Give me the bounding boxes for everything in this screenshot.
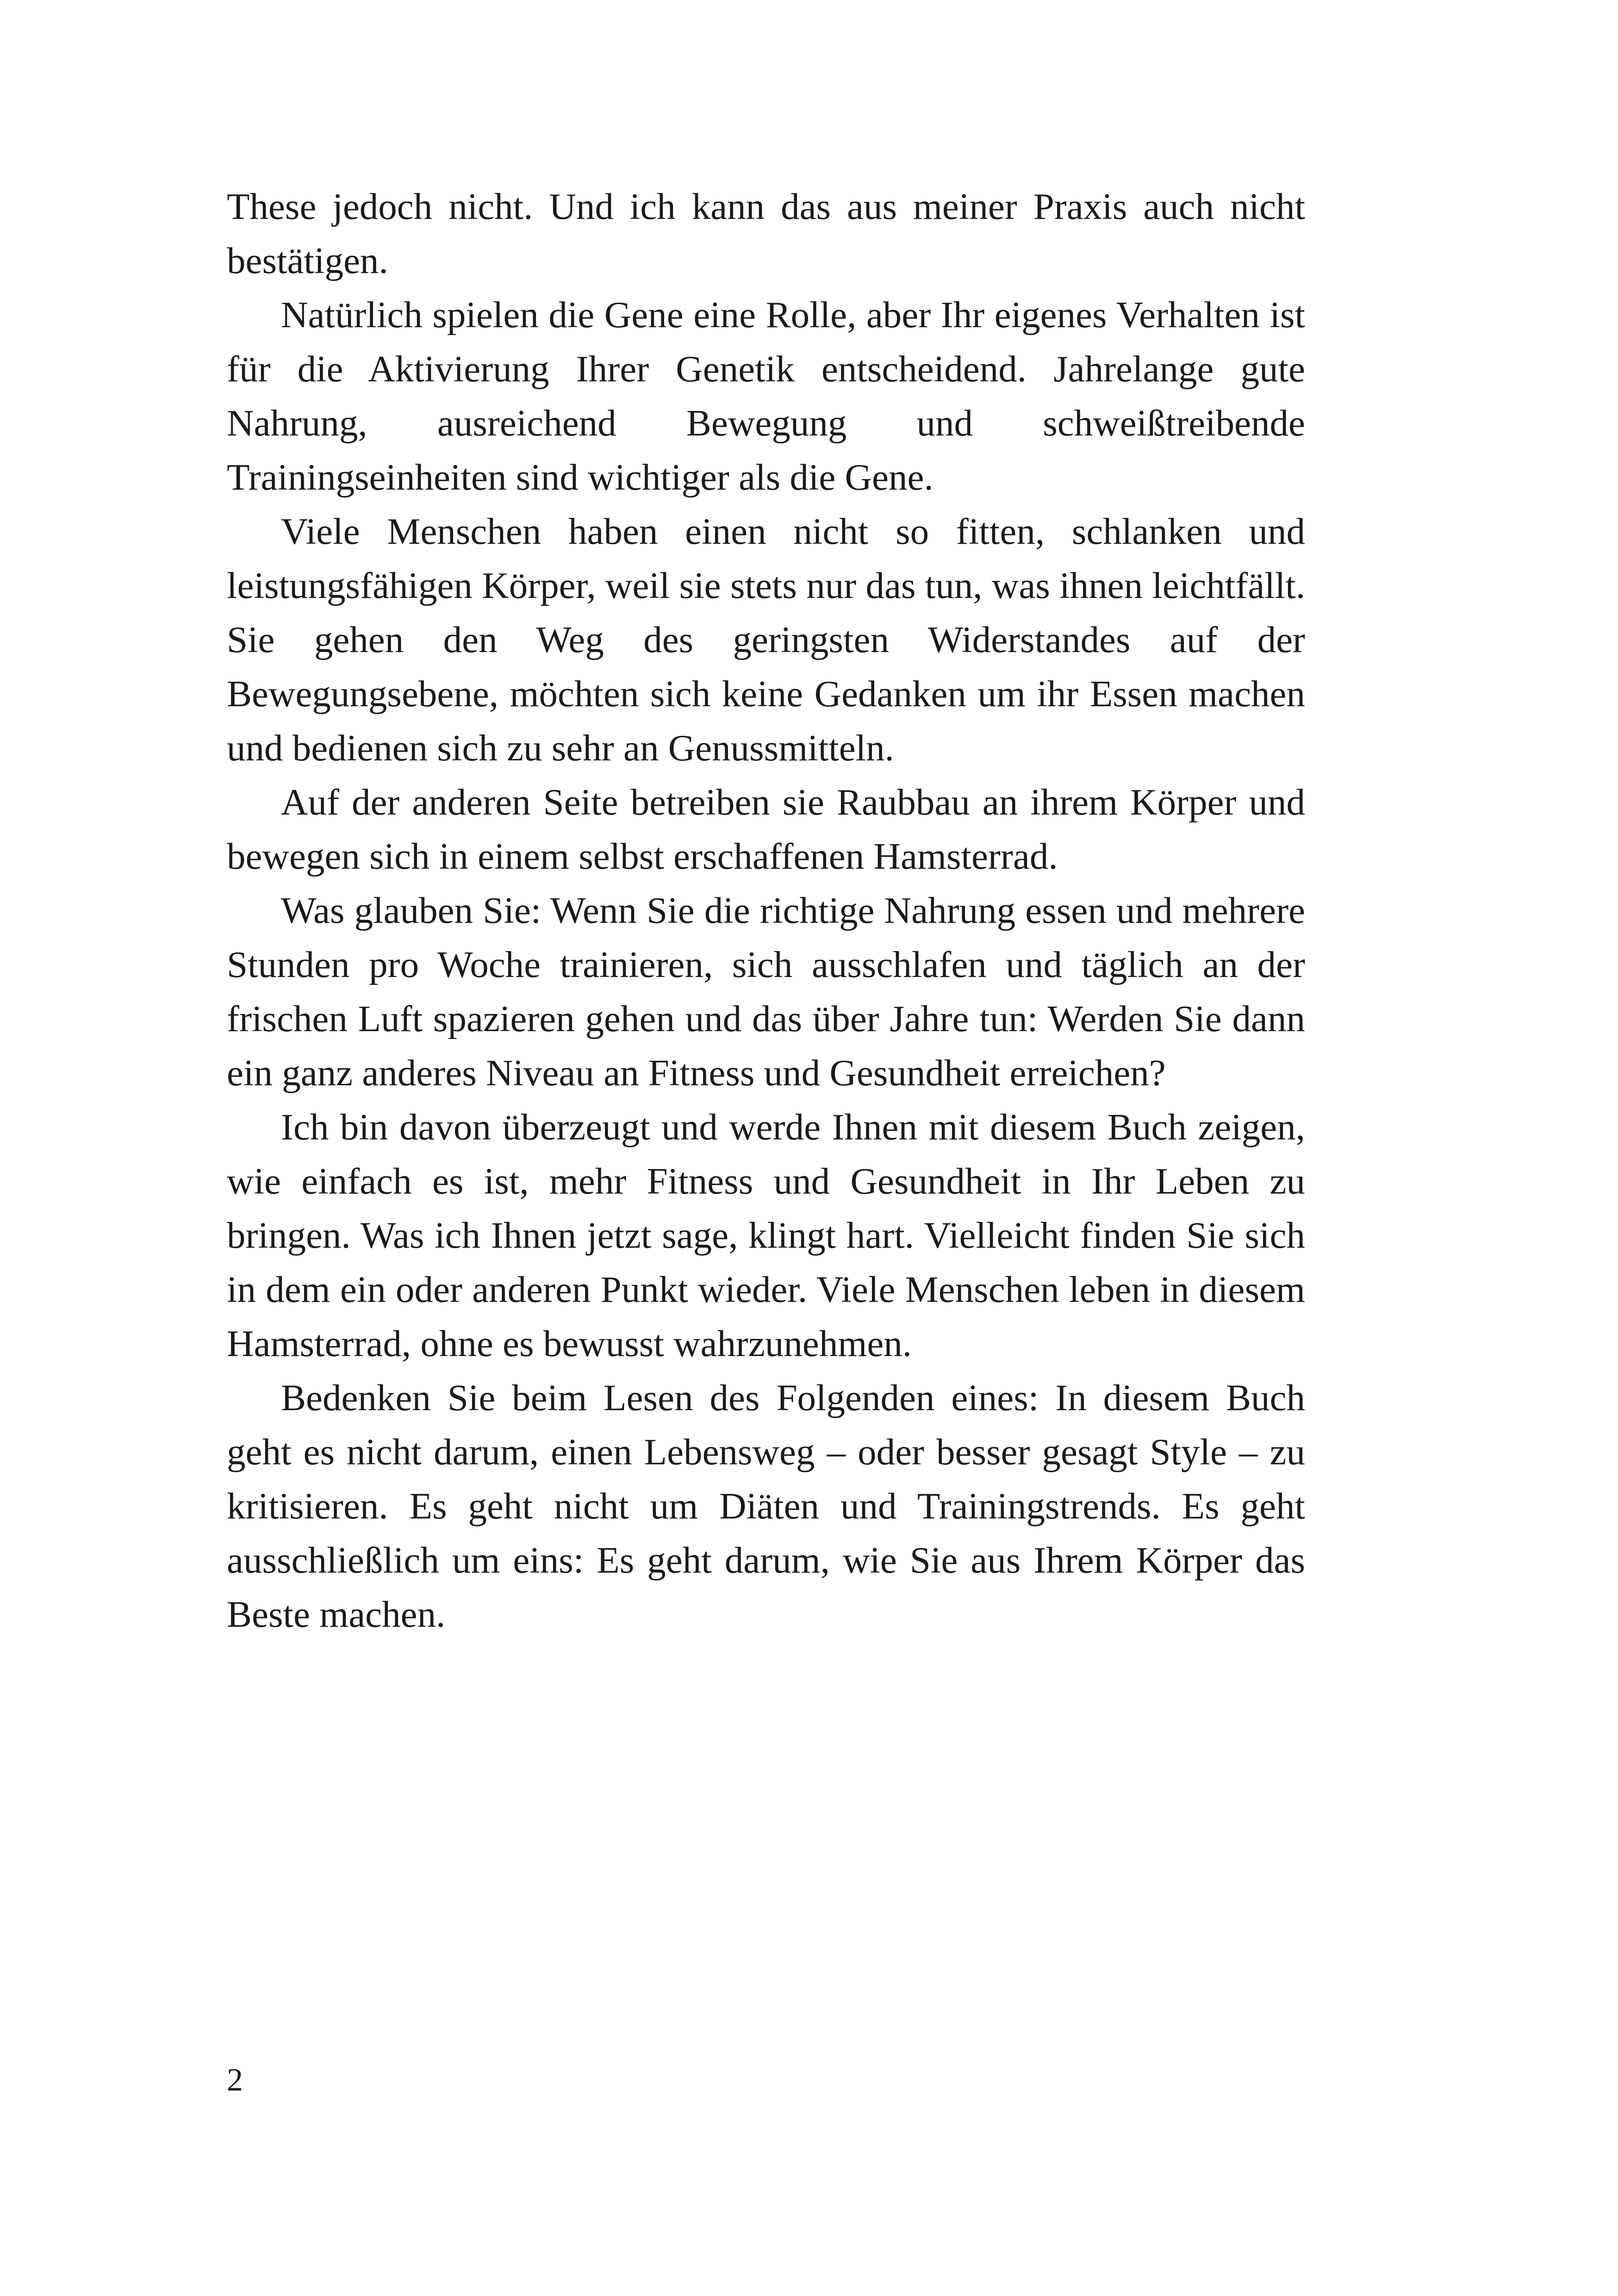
paragraph-2: Natürlich spielen die Gene eine Rolle, aber Ihr eigenes Verhalten ist für die Aktivierung Ihrer Genetik entscheidend. Jahrelange gute Nahrung, ausreichend Bewegung und schweißtreibende Trainingseinheiten sind wichtiger als die Gene.: [227, 294, 1305, 498]
paragraph-7: Bedenken Sie beim Lesen des Folgenden eines: In diesem Buch geht es nicht darum, einen Lebensweg – oder besser gesagt Style – zu kritisieren. Es geht nicht um Diäten und Trainingstrends. Es geht ausschließlich um eins: Es geht darum, wie Sie aus Ihrem Körper das Beste machen.: [227, 1377, 1305, 1635]
paragraph-4: Auf der anderen Seite betreiben sie Raubbau an ihrem Körper und bewegen sich in einem selbst erschaffenen Hamsterrad.: [227, 781, 1305, 877]
page-number: 2: [227, 2062, 243, 2098]
paragraph-1: These jedoch nicht. Und ich kann das aus meiner Praxis auch nicht bestätigen.: [227, 186, 1305, 281]
paragraph-3: Viele Menschen haben einen nicht so fitten, schlanken und leistungsfähigen Körper, weil sie stets nur das tun, was ihnen leichtfällt. Sie gehen den Weg des geringsten Widerstandes auf der Bewegungsebene, möchten sich keine Gedanken um ihr Essen machen und bedienen sich zu sehr an Genussmitteln.: [227, 510, 1305, 769]
paragraph-5: Was glauben Sie: Wenn Sie die richtige Nahrung essen und mehrere Stunden pro Woche trainieren, sich ausschlafen und täglich an der frischen Luft spazieren gehen und das über Jahre tun: Werden Sie dann ein ganz anderes Niveau an Fitness und Gesundheit erreichen?: [227, 890, 1305, 1094]
paragraph-6: Ich bin davon überzeugt und werde Ihnen mit diesem Buch zeigen, wie einfach es ist, mehr Fitness und Gesundheit in Ihr Leben zu bringen. Was ich Ihnen jetzt sage, klingt hart. Vielleicht finden Sie sich in dem ein oder anderen Punkt wieder. Viele Menschen leben in diesem Hamsterrad, ohne es bewusst wahrzunehmen.: [227, 1106, 1305, 1364]
page-body-text: [227, 180, 1305, 1642]
